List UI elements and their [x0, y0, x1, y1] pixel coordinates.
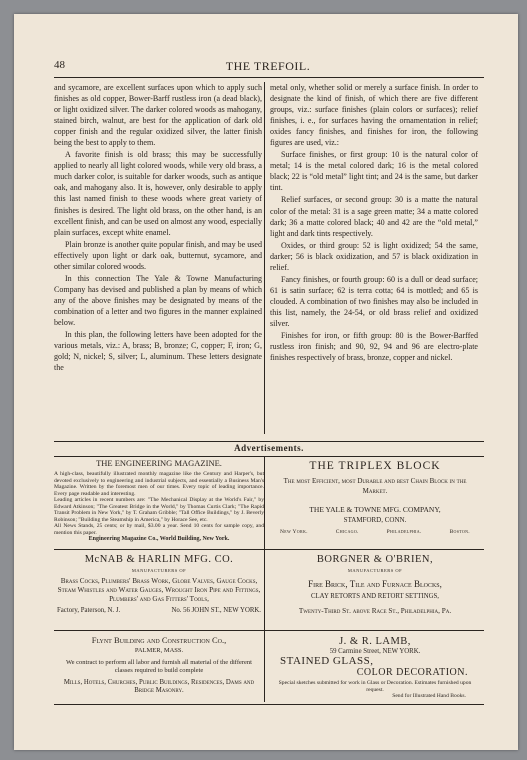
ads-bottom-rule — [54, 704, 484, 705]
ad-title: THE ENGINEERING MAGAZINE. — [96, 458, 222, 468]
ads-row-divider — [54, 630, 484, 631]
paragraph: Fancy finishes, or fourth group: 60 is a dull or dead surface; 61 is satin surface; 62 is terra cotta; 64 is mottled; and 65 is clouded. A combination of two finishes may also be included in this list, namely, the 24-54, or old brass relief and oxidized silver. — [270, 274, 478, 328]
page-number: 48 — [54, 59, 65, 71]
ad-subtitle: MANUFACTURERS OF — [347, 568, 403, 573]
page-header — [54, 59, 482, 75]
paragraph: Oxides, or third group: 52 is light oxidized; 54 the same, darker; 56 is black oxidization, and 57 is black oxidization in relief. — [270, 240, 478, 272]
advertisements-heading: Advertisements. — [54, 441, 484, 457]
paragraph: metal only, whether solid or merely a surface finish. In order to designate the kind of finish, of which there are five different groups, viz.: surface finishes (plain colors or surfaces); relief finishes, i. e., for surfaces having the ornamentation in relief; oxides fancy finishes, and finishes for iron, the following figures are used, viz.: — [270, 83, 478, 148]
ad-title: McNAB & HARLIN MFG. CO. — [84, 554, 234, 565]
right-column — [270, 82, 478, 438]
city: Boston. — [449, 529, 470, 535]
ad-address: No. 56 JOHN ST., NEW YORK. — [171, 607, 261, 614]
ad-borgner-obrien — [266, 553, 484, 629]
ad-engineering-magazine — [54, 458, 264, 548]
ad-title: BORGNER & O'BRIEN, — [316, 554, 434, 565]
paragraph: In this connection The Yale & Towne Manufacturing Company has devised and published a plan by means of which any of the above finishes may be designated by means of the combination of a letter and two figures in the manner explained below. — [54, 273, 262, 327]
ad-title: THE TRIPLEX BLOCK — [309, 460, 441, 472]
ad-products: Brass Cocks, Plumbers' Brass Work, Globe Valves, Gauge Cocks, Steam Whistles and Water Gauges, Wrought Iron Pipe and Fittings, Plumbers' and Gas Fitters' Tools, — [57, 577, 261, 603]
ad-triplex-block — [266, 460, 484, 548]
ad-title: J. & R. LAMB, — [339, 636, 411, 647]
ad-articles: Leading articles in recent numbers are: "The Mechanical Display at the World's Fair," by Edward Atkinson; "The Greatest Bridge in the World," by Thomas Curtis Clark; "The Rapid Transit Problem in New York," by T. Graham Gribble; "Tall Office Buildings," by J. Beverly Robinson; "Building the Steamship in America," by Horace See, etc. — [54, 497, 264, 523]
paragraph: Surface finishes, or first group: 10 is the natural color of metal; 14 is the metal colored dark; 16 is the metal colored black; 22 is “old metal” light tint; and 24 is the same, but darker tint. — [270, 150, 478, 193]
ad-address-row — [54, 607, 264, 614]
ad-title: Flynt Building and Construction Co., — [91, 635, 227, 645]
ad-factory: Factory, Paterson, N. J. — [57, 607, 121, 614]
left-column — [54, 82, 262, 438]
ads-column-divider — [264, 456, 265, 702]
ad-body: We contract to perform all labor and furnish all material of the different classes required to build complete — [66, 659, 252, 674]
ad-subtitle: MANUFACTURERS OF — [131, 568, 187, 573]
ad-address: Twenty-Third St. above Race St., Philadelphia, Pa. — [298, 607, 452, 615]
ad-location: PALMER, MASS. — [134, 647, 184, 654]
city: New York. — [279, 529, 308, 535]
document-page — [14, 14, 518, 750]
paragraph: Plain bronze is another quite popular finish, and may be used effectively upon light or dark oak, butternut, sycamore, and other similar colored woods. — [54, 239, 262, 271]
paragraph: In this plan, the following letters have been adopted for the various metals, viz.: A, brass; B, bronze; C, copper; F, iron; G, gold; N, nickel; S, silver; L, aluminum. These letters designate the — [54, 330, 262, 373]
ads-row-divider — [54, 549, 484, 550]
ad-products-2: CLAY RETORTS AND RETORT SETTINGS, — [310, 593, 440, 600]
ad-line-2: COLOR DECORATION. — [356, 667, 468, 678]
page-title: THE TREFOIL. — [225, 59, 311, 73]
header-rule — [54, 77, 484, 78]
paragraph: Relief surfaces, or second group: 30 is a matte the natural color of the metal: 31 is a sage green matte; 34 a matte colored dark; 36 a matte colored black; 40 and 42 are the “old metal,” light and dark tints respectively. — [270, 195, 478, 238]
paragraph: Finishes for iron, or fifth group: 80 is the Bower-Barffed rustless iron finish; and 90, 92, 94 and 96 are electro-plate finishes respectively of brass, bronze, copper and nickel. — [270, 331, 478, 363]
ad-location: STAMFORD, CONN. — [343, 516, 407, 524]
ad-terms: All News Stands, 25 cents; or by mail, $3.00 a year. Send 10 cents for sample copy, and mention this paper. — [54, 523, 264, 536]
ad-body: Special sketches submitted for work in Glass or Decoration. Estimates furnished upon request. — [278, 680, 472, 693]
paragraph: A favorite finish is old brass; this may be successfully applied to nearly all light colored woods, while very old brass, a much darker color, is suitable for darker woods, such as antique oak, and mahogany also. It is, however, only desirable to apply this last named finish to these woods where great variety of finishes is desired. The light old brass, on the other hand, is an excellent finish, and can be used on almost any wood, especially plain surfaces, except white enamel. — [54, 150, 262, 237]
ad-cities — [266, 529, 484, 535]
ad-footer: Engineering Magazine Co., World Building, New York. — [88, 536, 230, 542]
city: Philadelphia. — [386, 529, 422, 535]
ad-body: A high-class, beautifully illustrated monthly magazine like the Century and Harper's, but devoted exclusively to engineering and industrial subjects, and essentially a Business Man's Magazine. Written by the foremost men of our times. Every topic of leading importance. Every page readable and interesting. — [54, 471, 264, 497]
ad-address: 59 Carmine Street, NEW YORK. — [329, 648, 421, 655]
ad-mcnab-harlin — [54, 553, 264, 629]
ad-line-1: STAINED GLASS, — [280, 655, 374, 667]
column-divider — [264, 82, 265, 434]
ad-products: Fire Brick, Tile and Furnace Blocks, — [308, 579, 442, 589]
ad-flynt-building — [54, 635, 264, 703]
city: Chicago. — [335, 529, 359, 535]
ad-tagline: The most Efficient, most Durable and best Chain Block in the Market. — [283, 477, 467, 495]
ad-types: Mills, Hotels, Churches, Public Buildings, Residences, Dams and Bridge Masonry. — [63, 679, 255, 694]
ad-footer: Send for Illustrated Hand Books. — [392, 693, 466, 700]
ad-jr-lamb — [266, 635, 484, 703]
paragraph: and sycamore, are excellent surfaces upon which to apply such finishes as old copper, Bower-Barff rustless iron (a dead black), or light oxidized silver. The darker colored woods as mahogany, stained birch, walnut, are best for the application of dark old copper finish and the regular oxidized silver, the latter finish being the best to apply to them. — [54, 83, 262, 148]
ad-company: THE YALE & TOWNE MFG. COMPANY, — [309, 505, 441, 514]
